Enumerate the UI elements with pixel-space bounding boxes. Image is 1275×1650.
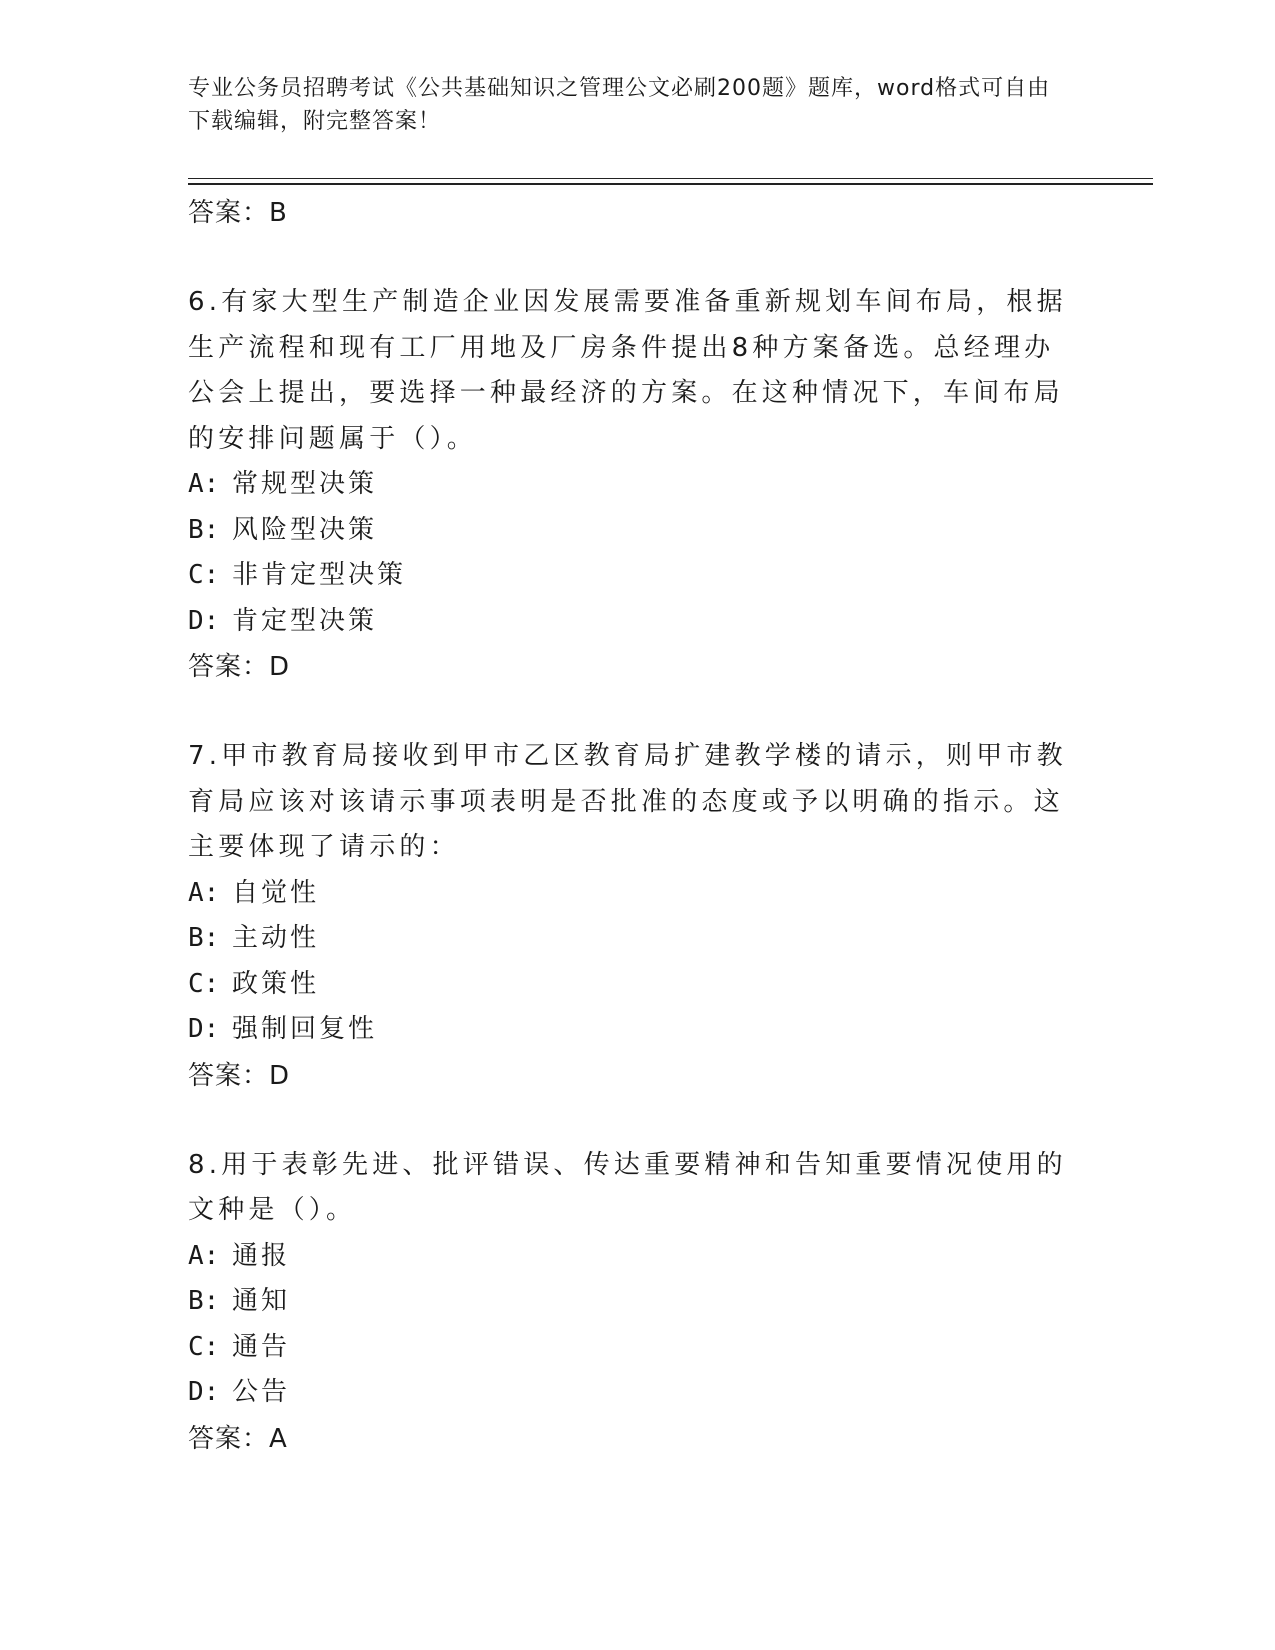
- question-6: [188, 280, 1068, 690]
- header-rule-thick: [188, 183, 1153, 185]
- option-letter: D:: [188, 1377, 220, 1407]
- option-text: 公告: [232, 1377, 291, 1407]
- option-text: 常规型决策: [232, 469, 378, 499]
- option-text: 风险型决策: [232, 514, 378, 545]
- option-c: [188, 553, 1068, 599]
- option-letter: D:: [188, 605, 220, 636]
- question-text: 8.用于表彰先进、批评错误、传达重要精神和告知重要情况使用的文种是（）。: [188, 1149, 1067, 1225]
- option-text: 主动性: [232, 923, 320, 953]
- option-letter: A:: [188, 877, 220, 908]
- option-text: 强制回复性: [232, 1014, 378, 1044]
- option-d: [188, 1370, 1068, 1416]
- option-a: [188, 871, 1068, 917]
- option-letter: D:: [188, 1014, 220, 1044]
- question-text: 6.有家大型生产制造企业因发展需要准备重新规划车间布局，根据生产流程和现有工厂用地及厂房条件提出8种方案备选。总经理办公会上提出，要选择一种最经济的方案。在这种情况下，车间布局的安排问题属于（）。: [188, 287, 1067, 454]
- answer: 答案：D: [188, 1060, 291, 1091]
- answer: 答案：D: [188, 652, 291, 682]
- option-d: [188, 1007, 1068, 1053]
- option-a: [188, 1234, 1068, 1280]
- previous-answer: 答案：B: [188, 198, 288, 228]
- question-7: [188, 734, 1068, 1099]
- option-letter: B:: [188, 514, 220, 545]
- answer: 答案：A: [188, 1423, 288, 1454]
- question-8: [188, 1143, 1068, 1462]
- option-a: [188, 462, 1068, 508]
- option-text: 通告: [232, 1331, 291, 1362]
- option-letter: C:: [188, 968, 220, 999]
- option-letter: B:: [188, 923, 220, 953]
- option-text: 通知: [232, 1286, 291, 1316]
- option-letter: C:: [188, 560, 220, 590]
- question-text: 7.甲市教育局接收到甲市乙区教育局扩建教学楼的请示，则甲市教育局应该对该请示事项表明是否批准的态度或予以明确的指示。这主要体现了请示的：: [188, 741, 1067, 862]
- option-letter: A:: [188, 1240, 220, 1271]
- option-c: [188, 1325, 1068, 1371]
- question-list: [188, 190, 1068, 1462]
- option-text: 政策性: [232, 968, 320, 999]
- option-letter: A:: [188, 469, 220, 499]
- option-b: [188, 1279, 1068, 1325]
- option-b: [188, 508, 1068, 554]
- option-text: 自觉性: [232, 877, 320, 908]
- header-rule-thin: [188, 178, 1153, 179]
- option-c: [188, 962, 1068, 1008]
- page-header: 专业公务员招聘考试《公共基础知识之管理公文必刷200题》题库，word格式可自由下载编辑，附完整答案！: [188, 76, 1051, 134]
- option-d: [188, 599, 1068, 645]
- option-text: 通报: [232, 1240, 291, 1271]
- option-text: 非肯定型决策: [232, 560, 407, 590]
- option-letter: B:: [188, 1286, 220, 1316]
- option-letter: C:: [188, 1331, 220, 1362]
- option-text: 肯定型决策: [232, 605, 378, 636]
- option-b: [188, 916, 1068, 962]
